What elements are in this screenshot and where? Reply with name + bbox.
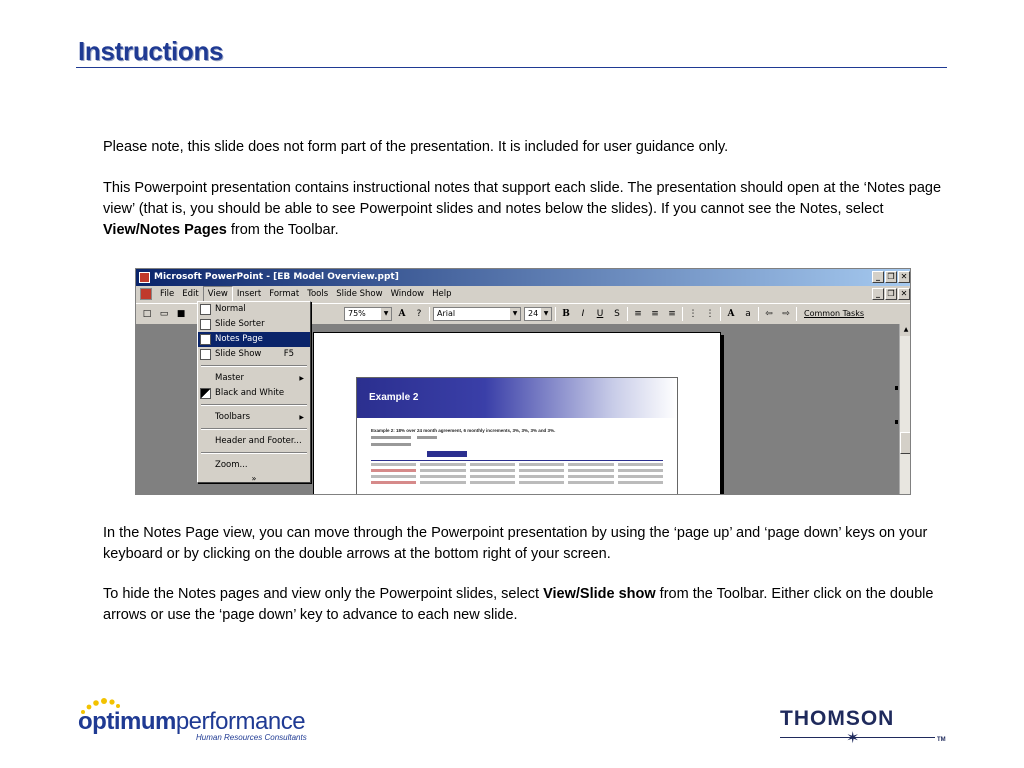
mini-row xyxy=(371,443,663,447)
menu-item-label: Zoom... xyxy=(215,460,248,470)
menu-item-master xyxy=(198,371,310,386)
window-titlebar xyxy=(136,269,911,286)
paragraph-navigation: In the Notes Page view, you can move through the Powerpoint presentation by using the ‘page up’ and ‘page down’ keys on your keyboard or by clicking on the double arrows at the bottom right of your screen. xyxy=(103,525,928,562)
document-icon xyxy=(140,288,152,300)
view-dropdown-menu xyxy=(197,301,311,483)
increase-font-icon: A xyxy=(727,308,735,319)
expand-menu-icon: » xyxy=(251,474,257,483)
ruler-mark xyxy=(895,386,898,390)
align-right-icon: ≡ xyxy=(668,308,676,319)
open-icon: ▭ xyxy=(159,308,169,319)
mini-table xyxy=(371,463,663,484)
powerpoint-screenshot xyxy=(135,268,911,495)
menu-item-shortcut: F5 xyxy=(283,349,294,359)
restore-icon: ❐ xyxy=(885,271,897,283)
font-size-combo xyxy=(524,307,552,321)
shadow-icon: S xyxy=(614,308,620,319)
mini-slide-title: Example 2 xyxy=(357,378,677,418)
mini-row xyxy=(371,436,663,440)
toolbar-separator xyxy=(555,307,556,321)
chevron-down-icon: ▼ xyxy=(510,308,520,320)
font-value: Arial xyxy=(437,308,456,318)
decrease-font-icon: a xyxy=(745,308,751,319)
doc-close-icon: ✕ xyxy=(898,288,910,300)
menu-separator xyxy=(201,404,307,406)
p2-menu-path: View/Notes Pages xyxy=(103,222,227,238)
app-icon xyxy=(139,272,150,283)
slide-title: Instructions xyxy=(78,36,224,66)
slide-sorter-icon xyxy=(200,319,211,330)
numbering-icon: ⋮ xyxy=(688,308,698,319)
window-title: Microsoft PowerPoint - [EB Model Overview.ppt] xyxy=(154,272,399,282)
notes-page-icon xyxy=(200,334,211,345)
optimum-performance-logo xyxy=(78,708,305,736)
toolbar-separator xyxy=(627,307,628,321)
paragraph-slide-show xyxy=(103,584,948,626)
menu-file: File xyxy=(160,289,175,299)
toolbar-separator xyxy=(758,307,759,321)
p2-text-end: from the Toolbar. xyxy=(226,222,339,238)
scroll-thumb xyxy=(900,432,911,454)
menu-item-label: Toolbars xyxy=(215,412,251,422)
menu-item-notes-page xyxy=(198,332,310,347)
p4-menu-path: View/Slide show xyxy=(543,586,656,602)
menu-item-label: Normal xyxy=(215,304,246,314)
menu-item-label: Slide Show xyxy=(215,349,262,359)
doc-minimize-icon: _ xyxy=(872,288,884,300)
font-color-icon: A xyxy=(398,308,406,319)
menu-item-slide-sorter xyxy=(198,317,310,332)
menu-item-slide-show xyxy=(198,347,310,362)
submenu-arrow-icon: ▶ xyxy=(299,375,304,382)
menu-separator xyxy=(201,365,307,367)
zoom-combo xyxy=(344,307,392,321)
menu-item-normal xyxy=(198,302,310,317)
demote-icon: ⇨ xyxy=(782,308,790,319)
scroll-up-icon: ▲ xyxy=(900,324,911,336)
bold-icon: B xyxy=(562,308,570,319)
align-center-icon: ≡ xyxy=(651,308,659,319)
star-icon: ✶ xyxy=(846,730,860,747)
thomson-logo: THOMSON xyxy=(780,707,895,730)
toolbar-separator xyxy=(682,307,683,321)
mini-slide xyxy=(356,377,678,495)
menu-edit: Edit xyxy=(182,289,199,299)
p4-text-end: from the Toolbar. Either click on the double arrows or use the ‘page down’ key to advance to each new slide. xyxy=(103,586,934,623)
menu-item-header-footer xyxy=(198,434,310,449)
underline-icon: U xyxy=(596,308,604,319)
help-icon: ? xyxy=(416,308,422,319)
menu-view: View xyxy=(203,286,233,303)
paragraph-guidance: Please note, this slide does not form part of the presentation. It is included for user guidance only. xyxy=(103,139,729,155)
font-size-value: 24 xyxy=(528,308,539,318)
menu-item-toolbars xyxy=(198,410,310,425)
promote-icon: ⇦ xyxy=(765,308,773,319)
trademark: TM xyxy=(937,737,946,743)
mini-rule xyxy=(371,460,663,461)
logo-tagline: Human Resources Consultants xyxy=(196,733,307,742)
chevron-down-icon: ▼ xyxy=(381,308,391,320)
slide-show-icon xyxy=(200,349,211,360)
menu-slide-show: Slide Show xyxy=(336,289,383,299)
doc-window-buttons xyxy=(872,288,910,300)
menu-tools: Tools xyxy=(307,289,329,299)
ruler-mark xyxy=(895,420,898,424)
doc-restore-icon: ❐ xyxy=(885,288,897,300)
menu-item-zoom xyxy=(198,458,310,473)
bullets-icon: ⋮ xyxy=(705,308,715,319)
title-rule xyxy=(76,67,947,68)
menu-separator xyxy=(201,428,307,430)
paragraph-notes-view xyxy=(103,178,948,241)
black-white-icon xyxy=(200,388,211,399)
menu-separator xyxy=(201,452,307,454)
save-icon: ■ xyxy=(176,308,186,319)
mini-bar xyxy=(427,451,467,457)
menu-item-label: Slide Sorter xyxy=(215,319,265,329)
menu-item-label: Header and Footer... xyxy=(215,436,302,446)
notes-page xyxy=(313,332,721,495)
chevron-down-icon: ▼ xyxy=(541,308,551,320)
menu-insert: Insert xyxy=(236,289,262,299)
menu-item-label: Master xyxy=(215,373,245,383)
new-icon: □ xyxy=(142,308,152,319)
menu-help: Help xyxy=(432,289,452,299)
menu-format: Format xyxy=(269,289,300,299)
align-left-icon: ≡ xyxy=(634,308,642,319)
italic-icon: I xyxy=(581,308,585,319)
normal-view-icon xyxy=(200,304,211,315)
zoom-value: 75% xyxy=(348,308,366,318)
menu-item-black-and-white xyxy=(198,386,310,401)
menu-item-label: Notes Page xyxy=(215,334,263,344)
logo-word-light: performance xyxy=(175,708,306,735)
minimize-icon: _ xyxy=(872,271,884,283)
p4-text-start: To hide the Notes pages and view only the Powerpoint slides, select xyxy=(103,586,544,602)
close-icon: ✕ xyxy=(898,271,910,283)
window-buttons xyxy=(872,271,910,283)
menu-window: Window xyxy=(390,289,425,299)
menu-item-label: Black and White xyxy=(215,388,285,398)
logo-word-bold: optimum xyxy=(78,708,176,735)
p2-text-start: This Powerpoint presentation contains instructional notes that support each slide. The presentation should open at the ‘Notes page view’ (that is, you should be able to see Powerpoint slides and notes below the slides). If you cannot see the Notes, select xyxy=(103,180,942,217)
vertical-scrollbar xyxy=(899,324,911,495)
toolbar-separator xyxy=(720,307,721,321)
toolbar-separator xyxy=(429,307,430,321)
toolbar-separator xyxy=(796,307,797,321)
submenu-arrow-icon: ▶ xyxy=(299,414,304,421)
common-tasks-button: Common Tasks xyxy=(804,309,865,318)
font-combo xyxy=(433,307,521,321)
mini-slide-subtitle: Example 2: 18% over 24 month agreement, 6 monthly increments, 3%, 3%, 3% and 3%. xyxy=(371,428,556,433)
